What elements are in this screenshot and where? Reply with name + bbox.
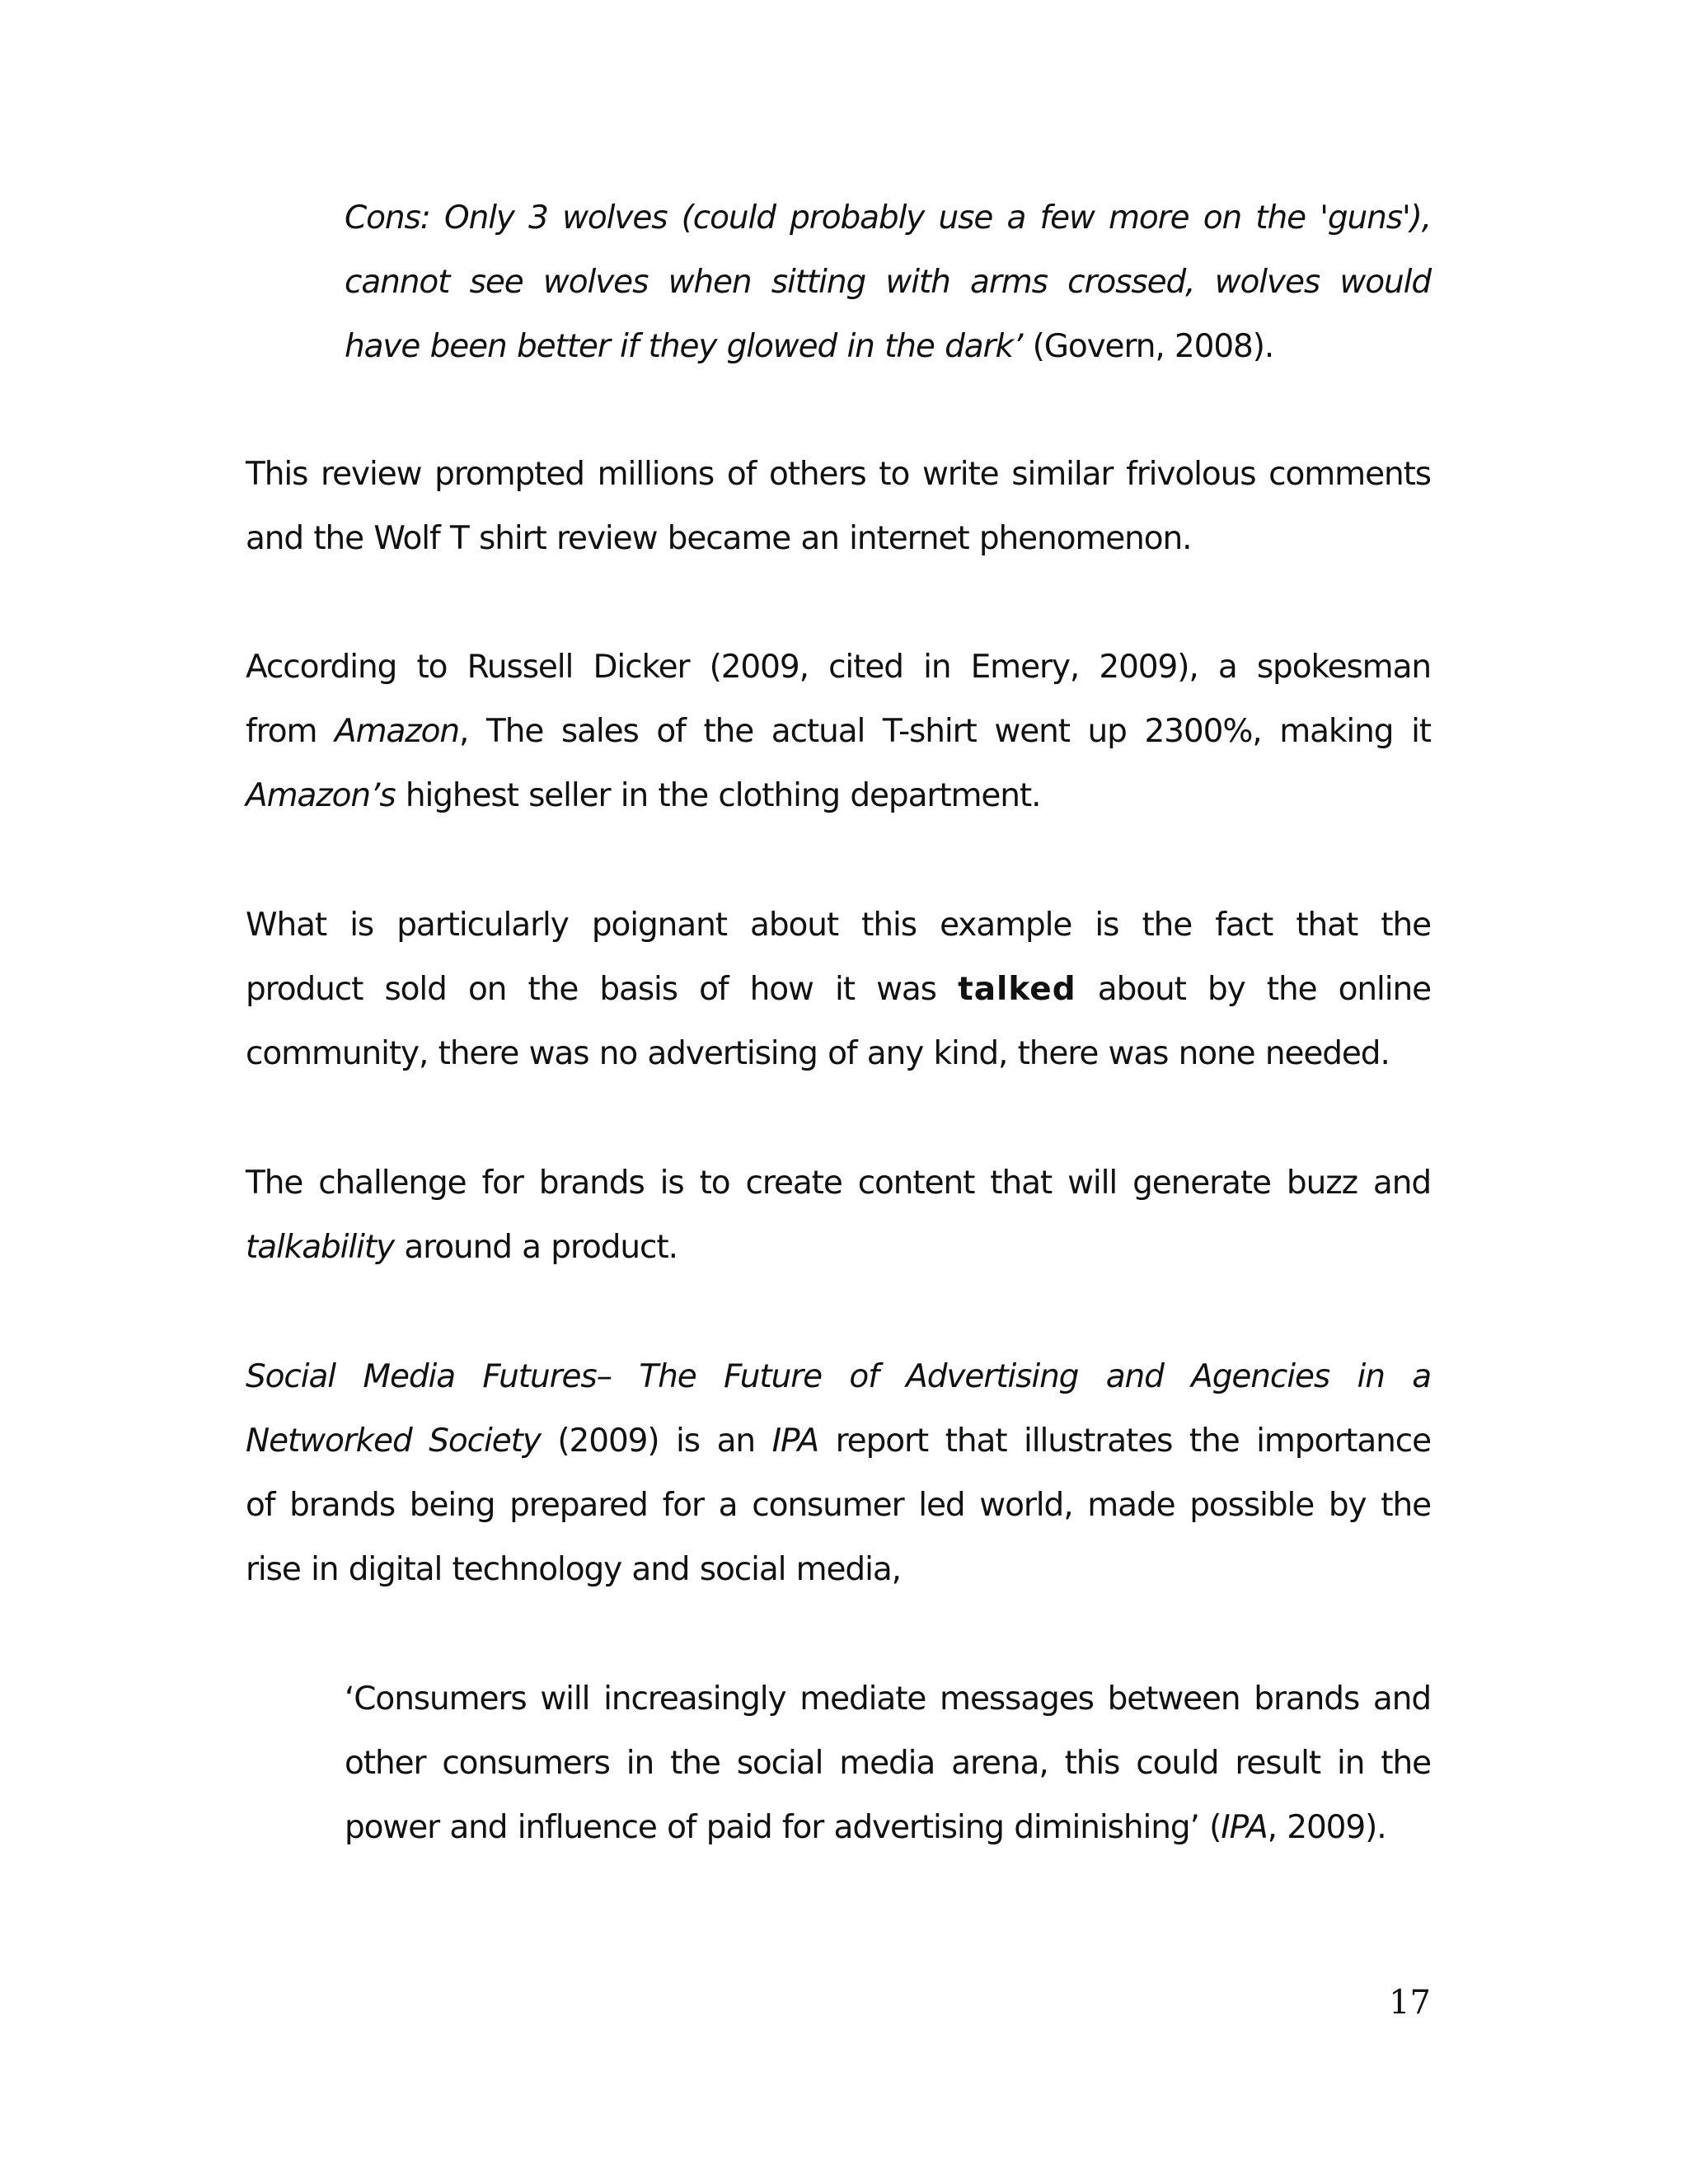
- paragraph-line: community, there was no advertising of any kind, there was none needed.: [246, 1035, 1390, 1072]
- quote-line: [345, 251, 1431, 315]
- company-name: Amazon’s: [246, 777, 396, 814]
- paragraph-line: from Amazon, The sales of the actual T-shirt went up 2300%, making it: [246, 713, 1431, 750]
- paragraph-line: Amazon’s highest seller in the clothing department.: [246, 777, 1041, 814]
- block-quote-review: [345, 186, 1431, 379]
- citation: (Govern, 2008).: [1022, 328, 1274, 365]
- quote-line: power and influence of paid for advertising diminishing’ (IPA, 2009).: [345, 1809, 1386, 1846]
- paragraph-line: rise in digital technology and social media,: [246, 1551, 901, 1588]
- paragraph-poignant-example: [246, 893, 1431, 1086]
- organization-name: IPA: [771, 1422, 819, 1460]
- paragraph-line: According to Russell Dicker (2009, cited in Emery, 2009), a spokesman: [246, 649, 1431, 686]
- paragraph-line: [246, 1345, 1431, 1409]
- company-name: Amazon: [335, 713, 460, 750]
- page-number: 17: [1389, 1984, 1431, 2022]
- paragraph-line: This review prompted millions of others to write similar frivolous comments: [246, 456, 1431, 493]
- paragraph-line: What is particularly poignant about this example is the fact that the: [246, 907, 1431, 944]
- paragraph-line: of brands being prepared for a consumer led world, made possible by the: [246, 1487, 1431, 1524]
- term: talkability: [246, 1229, 395, 1266]
- report-title: Social Media Futures– The Future of Advertising and Agencies in a: [246, 1358, 1431, 1395]
- quote-line: other consumers in the social media arena, this could result in the: [345, 1745, 1431, 1782]
- paragraph-line: talkability around a product.: [246, 1229, 678, 1266]
- block-quote-ipa: [345, 1667, 1431, 1860]
- paragraph-challenge: [246, 1151, 1431, 1280]
- quote-text: cannot see wolves when sitting with arms crossed, wolves would: [345, 264, 1431, 301]
- quote-line: ‘Consumers will increasingly mediate messages between brands and: [345, 1680, 1431, 1718]
- report-title: Networked Society: [246, 1422, 541, 1460]
- paragraph-line: product sold on the basis of how it was talked about by the online: [246, 971, 1431, 1008]
- quote-line: [345, 315, 1431, 379]
- quote-line: [345, 186, 1431, 251]
- paragraph-line: and the Wolf T shirt review became an internet phenomenon.: [246, 520, 1192, 557]
- paragraph-line: Networked Society (2009) is an IPA report that illustrates the importance: [246, 1422, 1431, 1460]
- paragraph-review-phenomenon: [246, 443, 1431, 571]
- paragraph-line: The challenge for brands is to create content that will generate buzz and: [246, 1165, 1431, 1202]
- organization-name: IPA: [1221, 1809, 1268, 1846]
- emphasis-word: talked: [958, 971, 1076, 1008]
- paragraph-ipa-report: [246, 1345, 1431, 1602]
- paragraph-amazon-sales: [246, 635, 1431, 828]
- quote-text: have been better if they glowed in the dark’: [345, 328, 1023, 365]
- quote-text: Cons: Only 3 wolves (could probably use a few more on the 'guns'),: [345, 199, 1431, 237]
